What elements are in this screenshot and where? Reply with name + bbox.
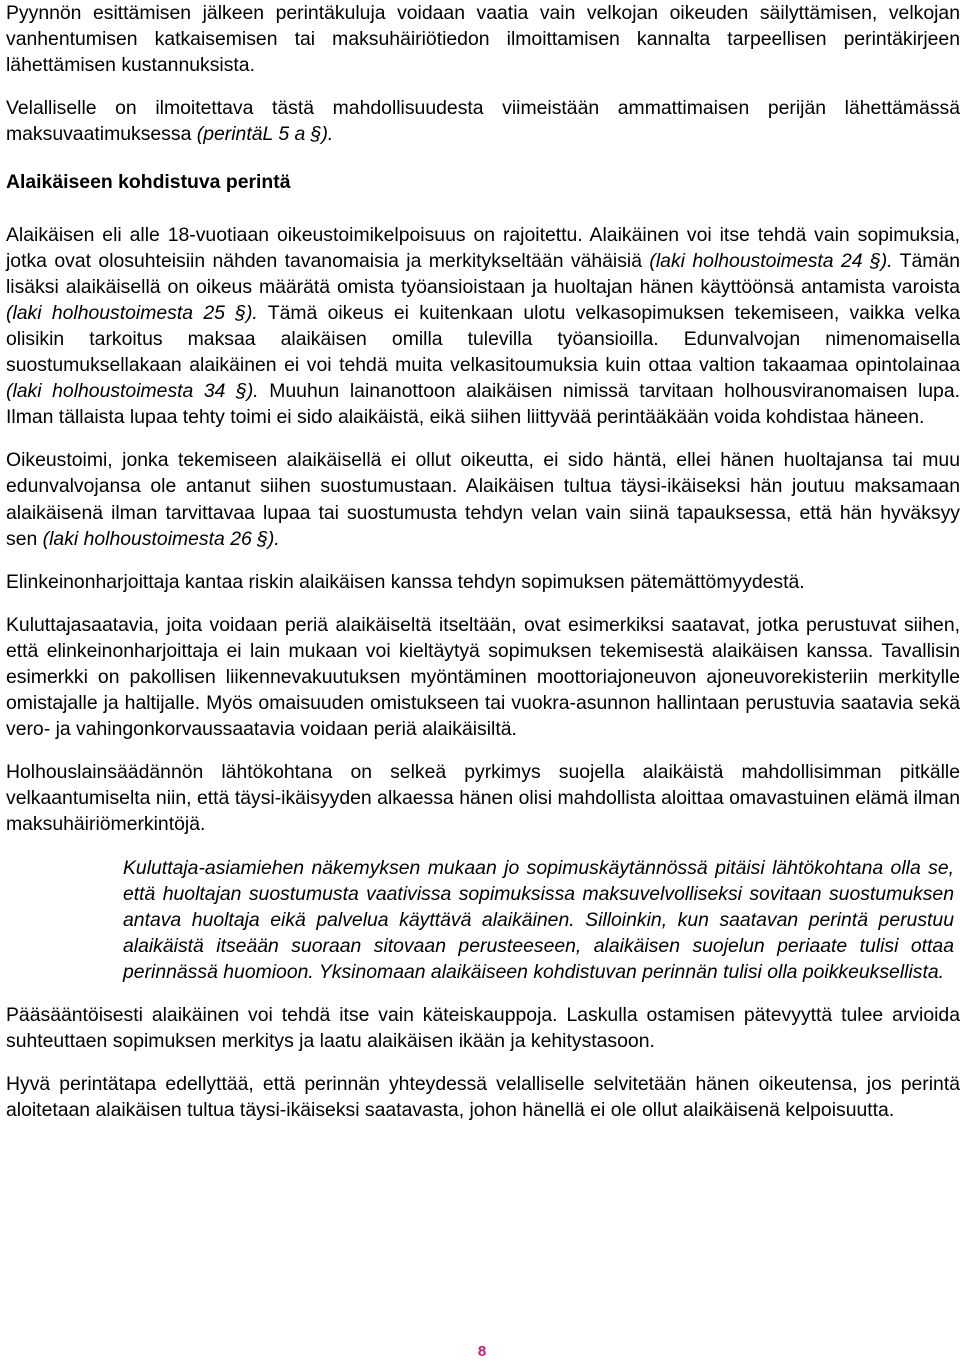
legal-reference: (laki holhoustoimesta 25 §).: [6, 301, 258, 324]
ombudsman-quote: Kuluttaja-asiamiehen näkemyksen mukaan jo sopimuskäytännössä pitäisi lähtökohtana olla se, että huoltajan suostumusta vaativissa sopimuksissa maksuvelvolliseksi sovitaan suostumuksen antava huoltaja eikä palvelua käyttävä alaikäinen. Silloinkin, kun saatavan perintä perustuu alaikäistä itseään suoraan sitovaan perusteeseen, alaikäisen suojelun periaate tulisi ottaa perinnässä huomioon. Yksinomaan alaikäiseen kohdistuvan perinnän tulisi olla poikkeuksellista.: [123, 856, 954, 983]
section-heading: Alaikäiseen kohdistuva perintä: [6, 171, 291, 194]
paragraph-legal-act: [6, 447, 960, 551]
paragraph-consumer-claims: Kuluttajasaatavia, joita voidaan periä alaikäiseltä itseltään, ovat esimerkiksi saatavat, jotka perustuvat siihen, että elinkeinonharjoittaja ei lain mukaan voi kieltäytyä sopimuksen tekemisestä alaikäisen kanssa. Tavallisin esimerkki on pakollisen liikennevakuutuksen myöntäminen moottoriajoneuvon ajoneuvorekisteriin merkitylle omistajalle ja haltijalle. Myös omaisuuden omistukseen tai vuokra-asunnon hallintaan perustuvia saatavia sekä vero- ja vahingonkorvaussaatavia voidaan periä alaikäisiltä.: [6, 613, 960, 741]
paragraph-notice-obligation: [6, 95, 960, 147]
text-segment: Tämän lisäksi alaikäisellä on oikeus määrätä omista työansioistaan ja huoltajan hänen käyttöönsä antamista varoista: [6, 249, 960, 298]
paragraph-business-risk: Elinkeinonharjoittaja kantaa riskin alaikäisen kanssa tehdyn sopimuksen pätemättömyydestä.: [6, 570, 805, 593]
text-segment: Tämä oikeus ei kuitenkaan ulotu velkasopimuksen tekemiseen, vaikka velka olisikin tarkoitus maksaa alaikäisen omilla tulevilla työansioilla. Edunvalvojan nimenomaisella suostumuksellakaan alaikäinen ei voi tehdä muita velkasitoumuksia kuin ottaa valtion takaamaa opintolainaa: [6, 301, 960, 377]
paragraph-guardianship-goal: Holhouslainsäädännön lähtökohtana on selkeä pyrkimys suojella alaikäistä mahdollisimman pitkälle velkaantumiselta niin, että täysi-ikäisyyden alkaessa hänen olisi mahdollista aloittaa omavastuinen elämä ilman maksuhäiriömerkintöjä.: [6, 761, 960, 836]
notice-text: Velalliselle on ilmoitettava tästä mahdollisuudesta viimeistään ammattimaisen perijän lähettämässä maksuvaatimuksessa: [6, 97, 960, 146]
text-segment: Alaikäisen eli alle 18-vuotiaan oikeustoimikelpoisuus on rajoitettu. Alaikäinen voi itse tehdä vain sopimuksia, jotka ovat olosuhteisiin nähden tavanomaisia ja merkitykseltään vähäisiä: [6, 223, 960, 272]
legal-reference: (perintäL 5 a §).: [196, 123, 334, 146]
legal-reference: (laki holhoustoimesta 24 §).: [649, 249, 893, 272]
paragraph-collection-costs: Pyynnön esittämisen jälkeen perintäkuluja voidaan vaatia vain velkojan oikeuden säilyttämisen, velkojan vanhentumisen katkaisemisen tai maksuhäiriötiedon ilmoittamisen kannalta tarpeellisen perintäkirjeen lähettämisen kustannuksista.: [6, 2, 960, 77]
paragraph-good-practice: Hyvä perintätapa edellyttää, että perinnän yhteydessä velalliselle selvitetään hänen oikeutensa, jos perintä aloitetaan alaikäisen tultua täysi-ikäiseksi saatavasta, johon hänellä ei ole ollut alaikäisenä kelpoisuutta.: [6, 1073, 960, 1122]
paragraph-cash-purchases: Pääsääntöisesti alaikäinen voi tehdä itse vain käteiskauppoja. Laskulla ostamisen pätevyyttä tulee arvioida suhteuttaen sopimuksen merkitys ja laatu alaikäisen ikään ja kehitystasoon.: [6, 1004, 960, 1053]
document-page: [6, 0, 960, 1366]
page-number: 8: [477, 1343, 487, 1360]
legal-reference: (laki holhoustoimesta 34 §).: [6, 380, 259, 403]
text-segment: Oikeustoimi, jonka tekemiseen alaikäisellä ei ollut oikeutta, ei sido häntä, ellei hänen huoltajansa tai muu edunvalvojansa ole antanut siihen suostumustaan. Alaikäisen tultua täysi-ikäiseksi hän joutuu maksamaan alaikäisenä ilman tarvittavaa lupaa tai suostumusta tehdyn velan vain siinä tapauksessa, että hän hyväksyy sen: [6, 449, 960, 550]
paragraph-minor-capacity: [6, 222, 960, 431]
text-segment: Muuhun lainanottoon alaikäisen nimissä tarvitaan holhousviranomaisen lupa. Ilman tällaista lupaa tehty toimi ei sido alaikäistä, eikä siihen liittyvää perintääkään voida kohdistaa häneen.: [6, 380, 960, 429]
legal-reference: (laki holhoustoimesta 26 §).: [42, 527, 280, 550]
